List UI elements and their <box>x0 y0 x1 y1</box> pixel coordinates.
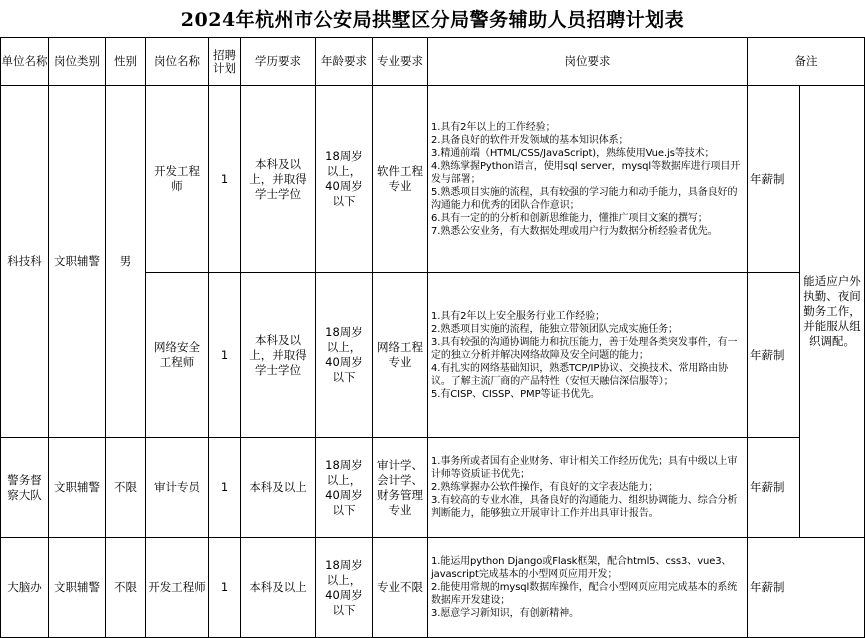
requirement-line: 6.具有一定的的分析和创新思维能力，懂推广项目文案的撰写； <box>431 212 708 224</box>
education-cell: 本科及以上 <box>241 438 316 538</box>
gender-cell: 不限 <box>106 438 146 538</box>
table-row <box>1 438 865 538</box>
position-cell: 开发工程师 <box>146 86 209 273</box>
count-cell: 1 <box>209 538 241 638</box>
salary-cell: 年薪制 <box>748 538 800 638</box>
requirement-line: 3.具有较强的沟通协调能力和抗压能力，善于处理各类突发事件，有一定的独立分析并解决网络故障及安全问题的能力； <box>431 336 738 361</box>
salary-cell: 年薪制 <box>748 438 800 538</box>
requirement-line: 3.有较高的专业水准，具备良好的沟通能力、组织协调能力、综合分析判断能力，能够独立开展审计工作并出具审计报告。 <box>431 495 738 519</box>
header-major: 专业要求 <box>373 38 428 86</box>
unit-cell: 大脑办 <box>1 538 49 638</box>
requirement-line: 2.熟练掌握办公软件操作，有良好的文字表达能力； <box>431 482 659 493</box>
requirement-line: 3.愿意学习新知识，有创新精神。 <box>431 608 579 619</box>
requirement-line: 2.能使用常规的mysql数据库操作，配合小型网页应用完成基本的系统数据库开发建设； <box>431 582 738 606</box>
unit-cell: 警务督察大队 <box>1 438 49 538</box>
count-cell: 1 <box>209 273 241 438</box>
requirement-line: 1.能运用python Django或Flask框架，配合html5、css3、vue3、javascript完成基本的小型网页应用开发； <box>431 556 732 580</box>
gender-cell: 男 <box>106 86 146 438</box>
requirement-line: 2.熟悉项目实施的流程，能独立带领团队完成实施任务； <box>431 323 678 335</box>
recruitment-table <box>0 37 865 638</box>
header-category: 岗位类别 <box>49 38 106 86</box>
requirement-line: 4.有扎实的网络基础知识，熟悉TCP/IP协议、交换技术、常用路由协议。了解主流厂商的产品特性（安恒天融信深信服等）； <box>431 362 729 387</box>
age-cell: 18周岁以上，40周岁以下 <box>316 86 373 273</box>
requirement-line: 3.精通前端（HTML/CSS/JavaScript)，熟练使用Vue.js等技术； <box>431 147 715 159</box>
header-remarks: 备注 <box>748 38 865 86</box>
major-cell: 审计学、会计学、财务管理专业 <box>373 438 428 538</box>
major-cell: 软件工程专业 <box>373 86 428 273</box>
count-cell: 1 <box>209 86 241 273</box>
requirement-line: 4.熟练掌握Python语言，使用sql server，mysql等数据库进行项目开发与部署； <box>431 160 741 185</box>
requirements-cell <box>428 538 748 638</box>
requirement-line: 1.具有2年以上的工作经验； <box>431 121 556 133</box>
category-cell: 文职辅警 <box>49 438 106 538</box>
header-unit: 单位名称 <box>1 38 49 86</box>
education-cell: 本科及以上，并取得学士学位 <box>241 86 316 273</box>
page-title: 2024年杭州市公安局拱墅区分局警务辅助人员招聘计划表 <box>180 9 685 31</box>
requirement-line: 5.熟悉项目实施的流程，具有较强的学习能力和动手能力，具备良好的沟通能力和优秀的团队合作意识； <box>431 186 738 211</box>
requirement-line: 1.具有2年以上安全服务行业工作经验； <box>431 310 606 322</box>
salary-cell: 年薪制 <box>748 273 800 438</box>
requirement-line: 1.事务所或者国有企业财务、审计相关工作经历优先；具有中级以上审计师等资质证书优先； <box>431 456 738 480</box>
education-cell: 本科及以上 <box>241 538 316 638</box>
requirement-line: 7.熟悉公安业务，有大数据处理或用户行为数据分析经验者优先。 <box>431 225 718 237</box>
header-count: 招聘计划 <box>209 38 241 86</box>
header-age: 年龄要求 <box>316 38 373 86</box>
table-header-row <box>1 38 865 86</box>
major-cell: 专业不限 <box>373 538 428 638</box>
category-cell: 文职辅警 <box>49 538 106 638</box>
position-cell: 开发工程师 <box>146 538 209 638</box>
age-cell: 18周岁以上，40周岁以下 <box>316 538 373 638</box>
requirement-line: 2.具备良好的软件开发领域的基本知识体系； <box>431 134 629 146</box>
position-cell: 审计专员 <box>146 438 209 538</box>
major-cell: 网络工程专业 <box>373 273 428 438</box>
header-requirements: 岗位要求 <box>428 38 748 86</box>
header-education: 学历要求 <box>241 38 316 86</box>
remarks-note-cell: 能适应户外执勤、夜间勤务工作，并能服从组织调配。 <box>800 86 865 538</box>
header-position: 岗位名称 <box>146 38 209 86</box>
age-cell: 18周岁以上，40周岁以下 <box>316 273 373 438</box>
table-row <box>1 538 865 638</box>
salary-cell: 年薪制 <box>748 86 800 273</box>
age-cell: 18周岁以上，40周岁以下 <box>316 438 373 538</box>
category-cell: 文职辅警 <box>49 86 106 438</box>
requirements-cell <box>428 273 748 438</box>
header-gender: 性别 <box>106 38 146 86</box>
unit-cell: 科技科 <box>1 86 49 438</box>
count-cell: 1 <box>209 438 241 538</box>
table-row <box>1 86 865 273</box>
education-cell: 本科及以上，并取得学士学位 <box>241 273 316 438</box>
requirements-cell <box>428 438 748 538</box>
requirement-line: 5.有CISP、CISSP、PMP等证书优先。 <box>431 388 600 400</box>
position-cell: 网络安全工程师 <box>146 273 209 438</box>
requirements-cell <box>428 86 748 273</box>
remarks-empty-cell <box>800 538 865 638</box>
gender-cell: 不限 <box>106 538 146 638</box>
